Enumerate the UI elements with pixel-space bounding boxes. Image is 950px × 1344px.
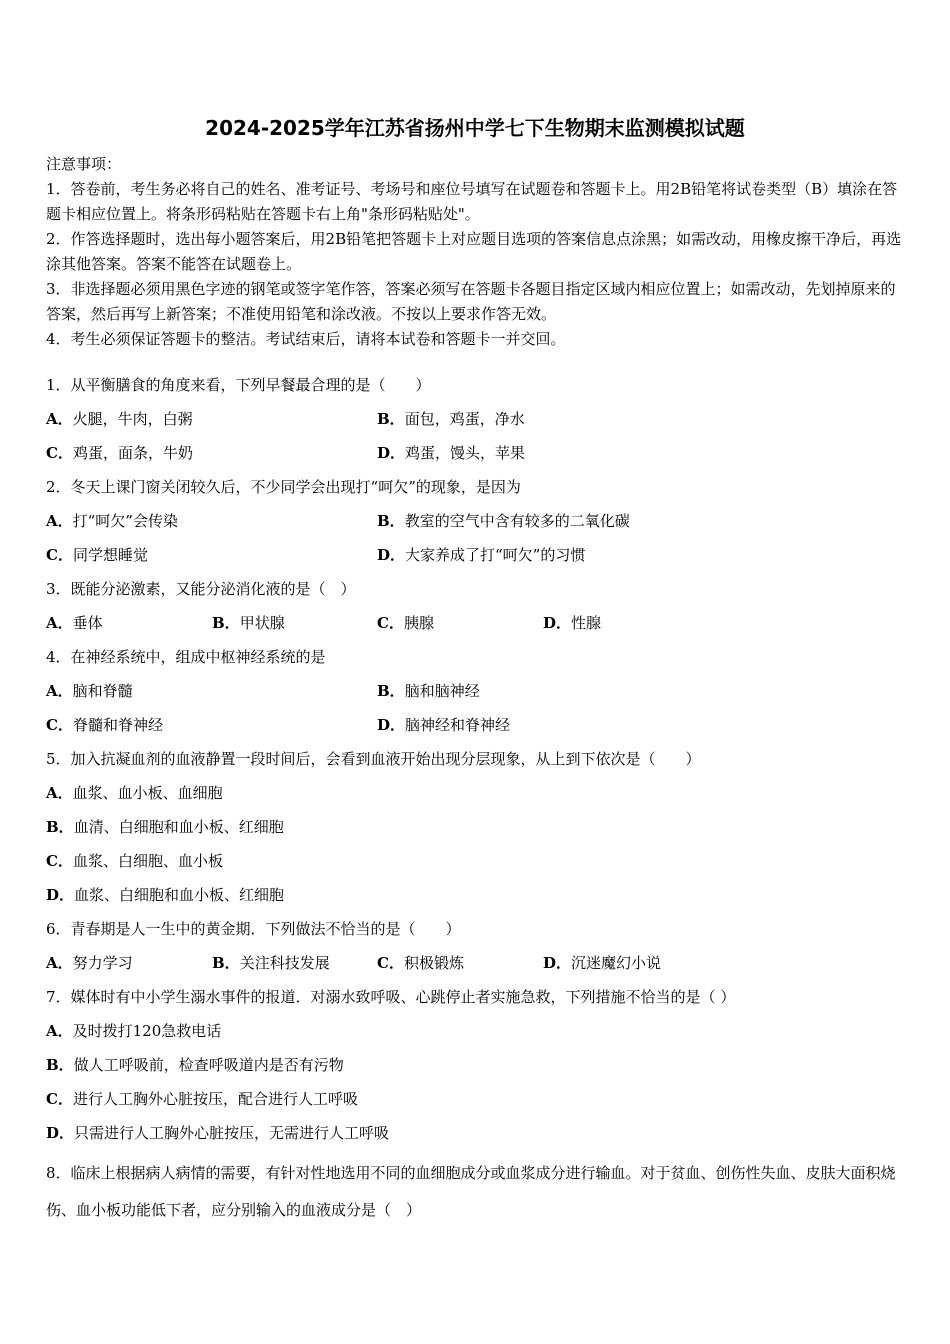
question-4-option-d: D．脑神经和脊神经 (377, 716, 511, 734)
question-8-stem: 8．临床上根据病人病情的需要，有针对性地选用不同的血细胞成分或血浆成分进行输血。对于贫血、创伤性失血、皮肤大面积烧伤、血小板功能低下者，应分别输入的血液成分是（ ） (46, 1164, 896, 1219)
question-4-option-c: C．脊髓和脊神经 (46, 716, 163, 734)
question-3-stem: 3．既能分泌激素，又能分泌消化液的是（ ） (46, 580, 356, 598)
question-4-option-a: A．脑和脊髓 (46, 682, 133, 700)
question-7-option-a: A．及时拨打120急救电话 (46, 1022, 222, 1040)
question-5-option-c: C．血浆、白细胞、血小板 (46, 852, 223, 870)
question-1-option-d: D．鸡蛋，馒头，苹果 (377, 444, 526, 462)
question-5-option-a: A．血浆、血小板、血细胞 (46, 784, 223, 802)
note-item: 1．答卷前，考生务必将自己的姓名、准考证号、考场号和座位号填写在试题卷和答题卡上。用2B铅笔将试卷类型（B）填涂在答题卡相应位置上。将条形码粘贴在答题卡右上角"条形码粘贴处"。 (46, 180, 898, 223)
question-3-option-d: D．性腺 (543, 614, 602, 632)
page-title: 2024-2025学年江苏省扬州中学七下生物期末监测模拟试题 (205, 116, 745, 140)
question-6-option-d: D．沉迷魔幻小说 (543, 954, 662, 972)
question-7-option-c: C．进行人工胸外心脏按压，配合进行人工呼吸 (46, 1090, 358, 1108)
notes-heading: 注意事项： (46, 155, 122, 173)
question-1-option-b: B．面包，鸡蛋，净水 (377, 410, 525, 428)
question-1-option-a: A．火腿，牛肉，白粥 (46, 410, 193, 428)
notes-section (46, 152, 908, 352)
question-6-option-b: B．关注科技发展 (212, 954, 330, 972)
question-6-option-a: A．努力学习 (46, 954, 133, 972)
question-5-option-d: D．血浆、白细胞和血小板、红细胞 (46, 886, 285, 904)
note-item: 3．非选择题必须用黑色字迹的钢笔或签字笔作答，答案必须写在答题卡各题目指定区域内相应位置上；如需改动，先划掉原来的答案，然后再写上新答案；不准使用铅笔和涂改液。不按以上要求作答无效。 (46, 280, 896, 323)
question-6-option-c: C．积极锻炼 (377, 954, 464, 972)
question-3-option-c: C．胰腺 (377, 614, 434, 632)
question-7-option-b: B．做人工呼吸前，检查呼吸道内是否有污物 (46, 1056, 344, 1074)
question-5-stem: 5．加入抗凝血剂的血液静置一段时间后，会看到血液开始出现分层现象，从上到下依次是（ ） (46, 750, 701, 768)
question-6-stem: 6．青春期是人一生中的黄金期．下列做法不恰当的是（ ） (46, 920, 461, 938)
question-4-option-b: B．脑和脑神经 (377, 682, 480, 700)
note-item: 4．考生必须保证答题卡的整洁。考试结束后，请将本试卷和答题卡一并交回。 (46, 330, 566, 348)
question-2-stem: 2．冬天上课门窗关闭较久后，不少同学会出现打“呵欠”的现象，是因为 (46, 478, 521, 496)
question-7-option-d: D．只需进行人工胸外心脏按压，无需进行人工呼吸 (46, 1124, 390, 1142)
question-3-option-b: B．甲状腺 (212, 614, 285, 632)
note-item: 2．作答选择题时，选出每小题答案后，用2B铅笔把答题卡上对应题目选项的答案信息点涂黑；如需改动，用橡皮擦干净后，再选涂其他答案。答案不能答在试题卷上。 (46, 230, 902, 273)
question-7-stem: 7．媒体时有中小学生溺水事件的报道．对溺水致呼吸、心跳停止者实施急救，下列措施不恰当的是（ ） (46, 988, 736, 1006)
question-2-option-d: D．大家养成了打“呵欠”的习惯 (377, 546, 586, 564)
question-3-option-a: A．垂体 (46, 614, 103, 632)
question-1-option-c: C．鸡蛋，面条，牛奶 (46, 444, 193, 462)
question-1-stem: 1．从平衡膳食的角度来看，下列早餐最合理的是（ ） (46, 376, 431, 394)
question-4-stem: 4．在神经系统中，组成中枢神经系统的是 (46, 648, 326, 666)
question-2-option-b: B．教室的空气中含有较多的二氧化碳 (377, 512, 630, 530)
question-2-option-c: C．同学想睡觉 (46, 546, 148, 564)
question-5-option-b: B．血清、白细胞和血小板、红细胞 (46, 818, 284, 836)
question-2-option-a: A．打“呵欠”会传染 (46, 512, 178, 530)
